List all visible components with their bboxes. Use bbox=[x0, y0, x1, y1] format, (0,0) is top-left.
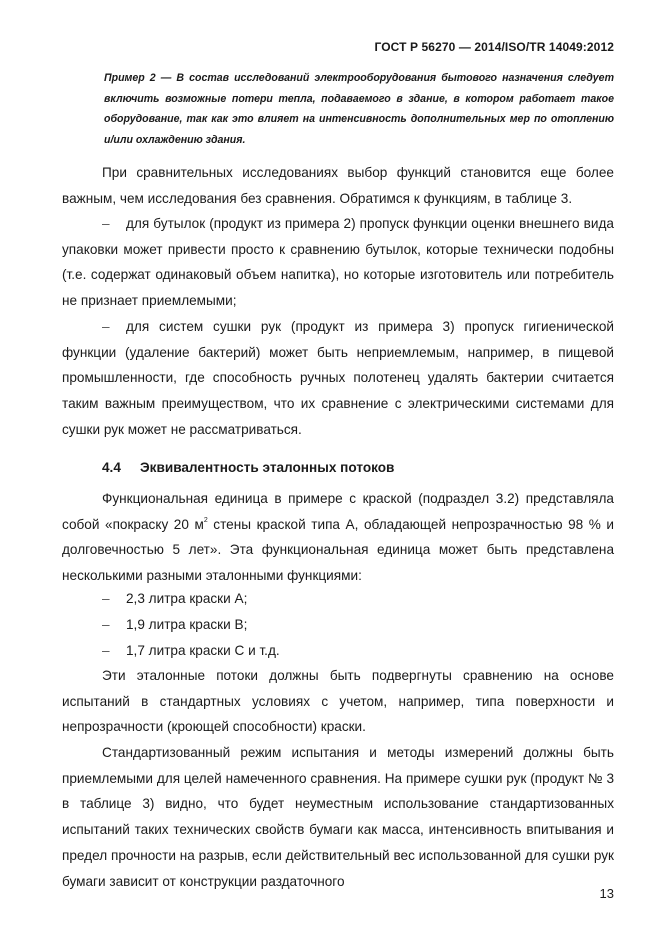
section-number: 4.4 bbox=[102, 460, 121, 475]
paragraph-standard-test: Стандартизованный режим испытания и методы измерений должны быть приемлемыми для целей намеченного сравнения. На примере сушки рук (продукт № 3 в таблице 3) видно, что будет неуместным использование стандартизованных испытаний таких технических свойств бумаги как масса, интенсивность впитывания и предел прочности на разрыв, если действительный вес использованной для сушки рук бумаги зависит от конструкции раздаточного bbox=[62, 745, 614, 889]
dash-marker: – bbox=[102, 617, 110, 632]
list-item-text: 2,3 литра краски А; bbox=[126, 591, 248, 606]
dash-marker: – bbox=[102, 591, 110, 606]
list-item-text: 1,7 литра краски С и т.д. bbox=[126, 643, 280, 658]
list-item-text: для систем сушки рук (продукт из примера 3) пропуск гигиенической функции (удаление бактерий) может быть неприемлемым, например, в пищевой промышленности, где способность ручных полотенец удалять бактерии считается таким важным преимуществом, что их сравнение с электрическими системами для сушки рук может не рассматриваться. bbox=[62, 319, 614, 437]
paint-text-start: Функциональная единица в примере с краской (подраздел 3.2) представляла собой «покраску 20 м bbox=[62, 491, 614, 532]
dash-marker: – bbox=[102, 319, 110, 334]
list-item-paint-a bbox=[102, 586, 247, 612]
paragraph-functions-comparison: При сравнительных исследованиях выбор функций становится еще более важным, чем исследования без сравнения. Обратимся к функциям, в таблице 3. bbox=[62, 165, 614, 206]
paragraph-paint-example bbox=[62, 486, 614, 589]
list-item-text: для бутылок (продукт из примера 2) пропуск функции оценки внешнего вида упаковки может привести просто к сравнению бутылок, которые технически подобны (т.е. содержат одинаковый объем напитка), но которые изготовитель или потребитель не признает приемлемыми; bbox=[62, 216, 614, 309]
paint-text-end: стены краской типа А, обладающей непрозрачностью 98 % и долговечностью 5 лет». Эта функциональная единица может быть представлена несколькими разными эталонными функциями: bbox=[62, 516, 614, 584]
list-item-text: 1,9 литра краски В; bbox=[126, 617, 248, 632]
list-item-paint-c bbox=[102, 638, 280, 664]
superscript-square: 2 bbox=[203, 516, 208, 524]
list-item-paint-b bbox=[102, 612, 247, 638]
section-title: Эквивалентность эталонных потоков bbox=[140, 460, 395, 475]
page-number: 13 bbox=[599, 886, 614, 901]
dash-marker: – bbox=[102, 643, 110, 658]
list-item-hand-drying bbox=[62, 314, 614, 443]
list-item-bottles bbox=[62, 211, 614, 314]
paragraph-reference-flows: Эти эталонные потоки должны быть подвергнуты сравнению на основе испытаний в стандартных условиях с учетом, например, типа поверхности и непрозрачности (кроющей способности) краски. bbox=[62, 668, 614, 735]
example-note: Пример 2 — В состав исследований электрооборудования бытового назначения следует включить возможные потери тепла, подаваемого в здание, в котором работает такое оборудование, так как это влияет на интенсивность дополнительных мер по отоплению и/или охлаждению здания. bbox=[104, 72, 614, 146]
section-heading bbox=[102, 460, 394, 475]
dash-marker: – bbox=[102, 216, 110, 231]
standard-header: ГОСТ Р 56270 — 2014/ISO/TR 14049:2012 bbox=[374, 40, 614, 54]
